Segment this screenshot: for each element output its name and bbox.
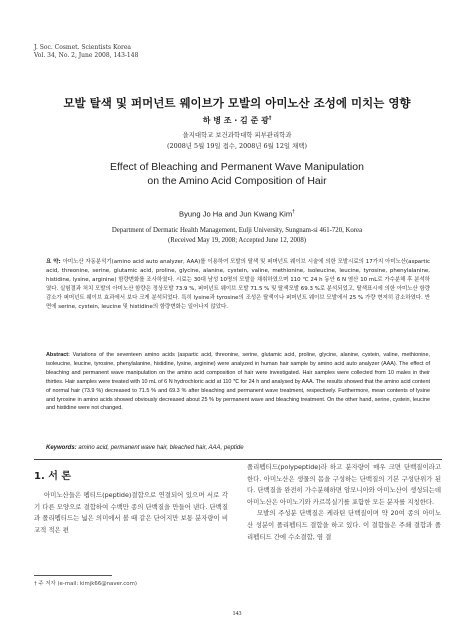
affiliation-korean xyxy=(0,130,474,152)
affiliation-english xyxy=(0,226,474,246)
title-english xyxy=(0,160,474,188)
title-korean: 모발 탈색 및 퍼머넌트 웨이브가 모발의 아미노산 조성에 미치는 영향 xyxy=(63,96,411,110)
body-column-right xyxy=(247,462,441,543)
journal-name: J. Soc. Cosmet. Scientists Korea xyxy=(34,44,131,51)
abstract-english-text: Variations of the seventeen amino acids (aspartic acid, threonine, serine, glutamic acid, proline, glycine, alanine, cystein, valine, methionine, isoleucine, leucine, tyrosine, phenylalanine, histidine, lysine, arginine) were analyzed in human hair sample by amino acid auto analyzer (AAA). The effect of bleaching and permanent wave manipulation on the amino acid composition of hair were investigated. Hair samples were collected from 10 males in their thirties. Hair samples were treated with 10 mL of 6 N hydrochloric acid at 110 ℃ for 24 h and analysed by AAA. The results showed that the amino acid content of normal hair (73.9 %) decreased to 71.5 % and 69.3 % after bleaching and permanent wave treatment, respectively. Furthermore, mean contents of lysine and tyrosine in amino acids showed obviously decreased about 25 % by permanent wave and bleaching treatment. On the other hand, serine, cystein, leucine and histidine were not changed. xyxy=(46,352,430,412)
abstract-korean-label: 요 약: xyxy=(46,259,61,265)
section-heading-introduction: 1. 서 론 xyxy=(34,471,72,482)
corresponding-mark-en: † xyxy=(292,209,295,215)
abstract-english xyxy=(46,351,430,413)
section-divider xyxy=(34,459,442,460)
affiliation-korean-dept: 을지대학교 보건과학대학 피부관리학과 xyxy=(182,131,292,139)
keywords xyxy=(46,445,430,451)
abstract-korean xyxy=(46,258,430,311)
corresponding-mark-kr: † xyxy=(268,115,272,122)
affiliation-english-dept: Department of Dermatic Health Management, Eulji University, Sungnam-si 461-720, Korea xyxy=(111,227,363,234)
footnote-rule xyxy=(34,575,112,576)
page-number: 143 xyxy=(232,611,242,617)
intro-paragraph-3: 모발의 주성분 단백질은 케라틴 단백질이며 약 20여 종의 아미노산 성분이 폴리펩티드 결합을 하고 있다. 이 결합들은 주쇄 결합과 폴리펩티드 간에 수소결합, 염 결 xyxy=(247,509,441,541)
title-english-line1: Effect of Bleaching and Permanent Wave Manipulation xyxy=(110,161,364,173)
affiliation-korean-dates: (2008년 5월 19일 접수, 2008년 6월 12일 채택) xyxy=(167,142,307,150)
abstract-english-label: Abstract: xyxy=(46,352,70,358)
journal-citation xyxy=(34,44,138,60)
body-column-left xyxy=(34,490,228,536)
authors-english xyxy=(0,209,474,219)
affiliation-english-dates: (Received May 19, 2008; Accepted June 12, 2008) xyxy=(168,236,306,244)
authors-korean xyxy=(0,115,474,126)
intro-paragraph-2: 폴리펩티드(polypeptide)라 하고 분자량이 매우 크면 단백질이라고 한다. 아미노산은 생물의 몸을 구성하는 단백질의 기본 구성단위가 된다. 단백질을 완전히 가수분해하면 암모니아와 아미노산이 생성되는데 아미노산은 아미노기와 카르복실기를 포함한 모든 분자를 지칭한다. xyxy=(247,463,441,506)
authors-korean-names: 하 병 조 · 김 준 광 xyxy=(202,116,269,125)
keywords-value: amino acid, permanent wave hair, bleached hair, AAA, peptide xyxy=(78,445,244,451)
authors-english-names: Byung Jo Ha and Jun Kwang Kim xyxy=(179,209,293,219)
intro-paragraph-1: 아미노산들은 펩티드(peptide)결합으로 연결되어 있으며 서로 각기 다른 모양으로 결합하여 수백만 종의 단백질을 만들어 낸다. 단백질과 폴리펩티드는 넓은 의미에서 볼 때 같은 단어지만 보통 분자량이 비교적 적은 편 xyxy=(34,491,228,534)
title-english-line2: on the Amino Acid Composition of Hair xyxy=(147,175,327,187)
abstract-korean-text: 아미노산 자동분석기(amino acid auto analyzer, AAA)를 이용하여 모발의 탈색 및 퍼머넌트 웨이브 시술에 의한 모발시료의 17가지 아미노산(aspartic acid, threonine, serine, glutamic acid, proline, glycine, alanine, cystein, valine, methionine, isoleucine, leucine, tyrosine, phenylalanine, histidine, lysine, arginine) 함량변화를 조사하였다. 시료는 30대 남성 10명의 모발을 채취하였으며 110 ℃ 24 h 동안 6 N 염산 10 mL로 가수분해 후 분석하였다. 실험결과 처치 모발의 아미노산 함량은 정상모발 73.9 %, 퍼머넌트 웨이브 모발 71.5 % 및 탈색모발 69.3 %로 분석되었고, 탈색표시에 의한 아미노산 함량 감소가 퍼머넌트 웨이브 효과에서 보다 크게 분석되었다. 특히 lysine과 tyrosine의 조성은 탈색이나 퍼머넌트 웨이브 모발에서 25 % 가량 현저히 감소하였다. 반면에 serine, cystein, leucine 및 histidine의 함량변화는 일어나지 않았다. xyxy=(46,259,430,310)
journal-volume: Vol. 34, No. 2, June 2008, 143-148 xyxy=(34,52,139,59)
keywords-label: Keywords: xyxy=(46,445,77,451)
footnote-corresponding-author: † 주 저자 (e-mail: kimjk66@naver.com) xyxy=(34,581,137,587)
